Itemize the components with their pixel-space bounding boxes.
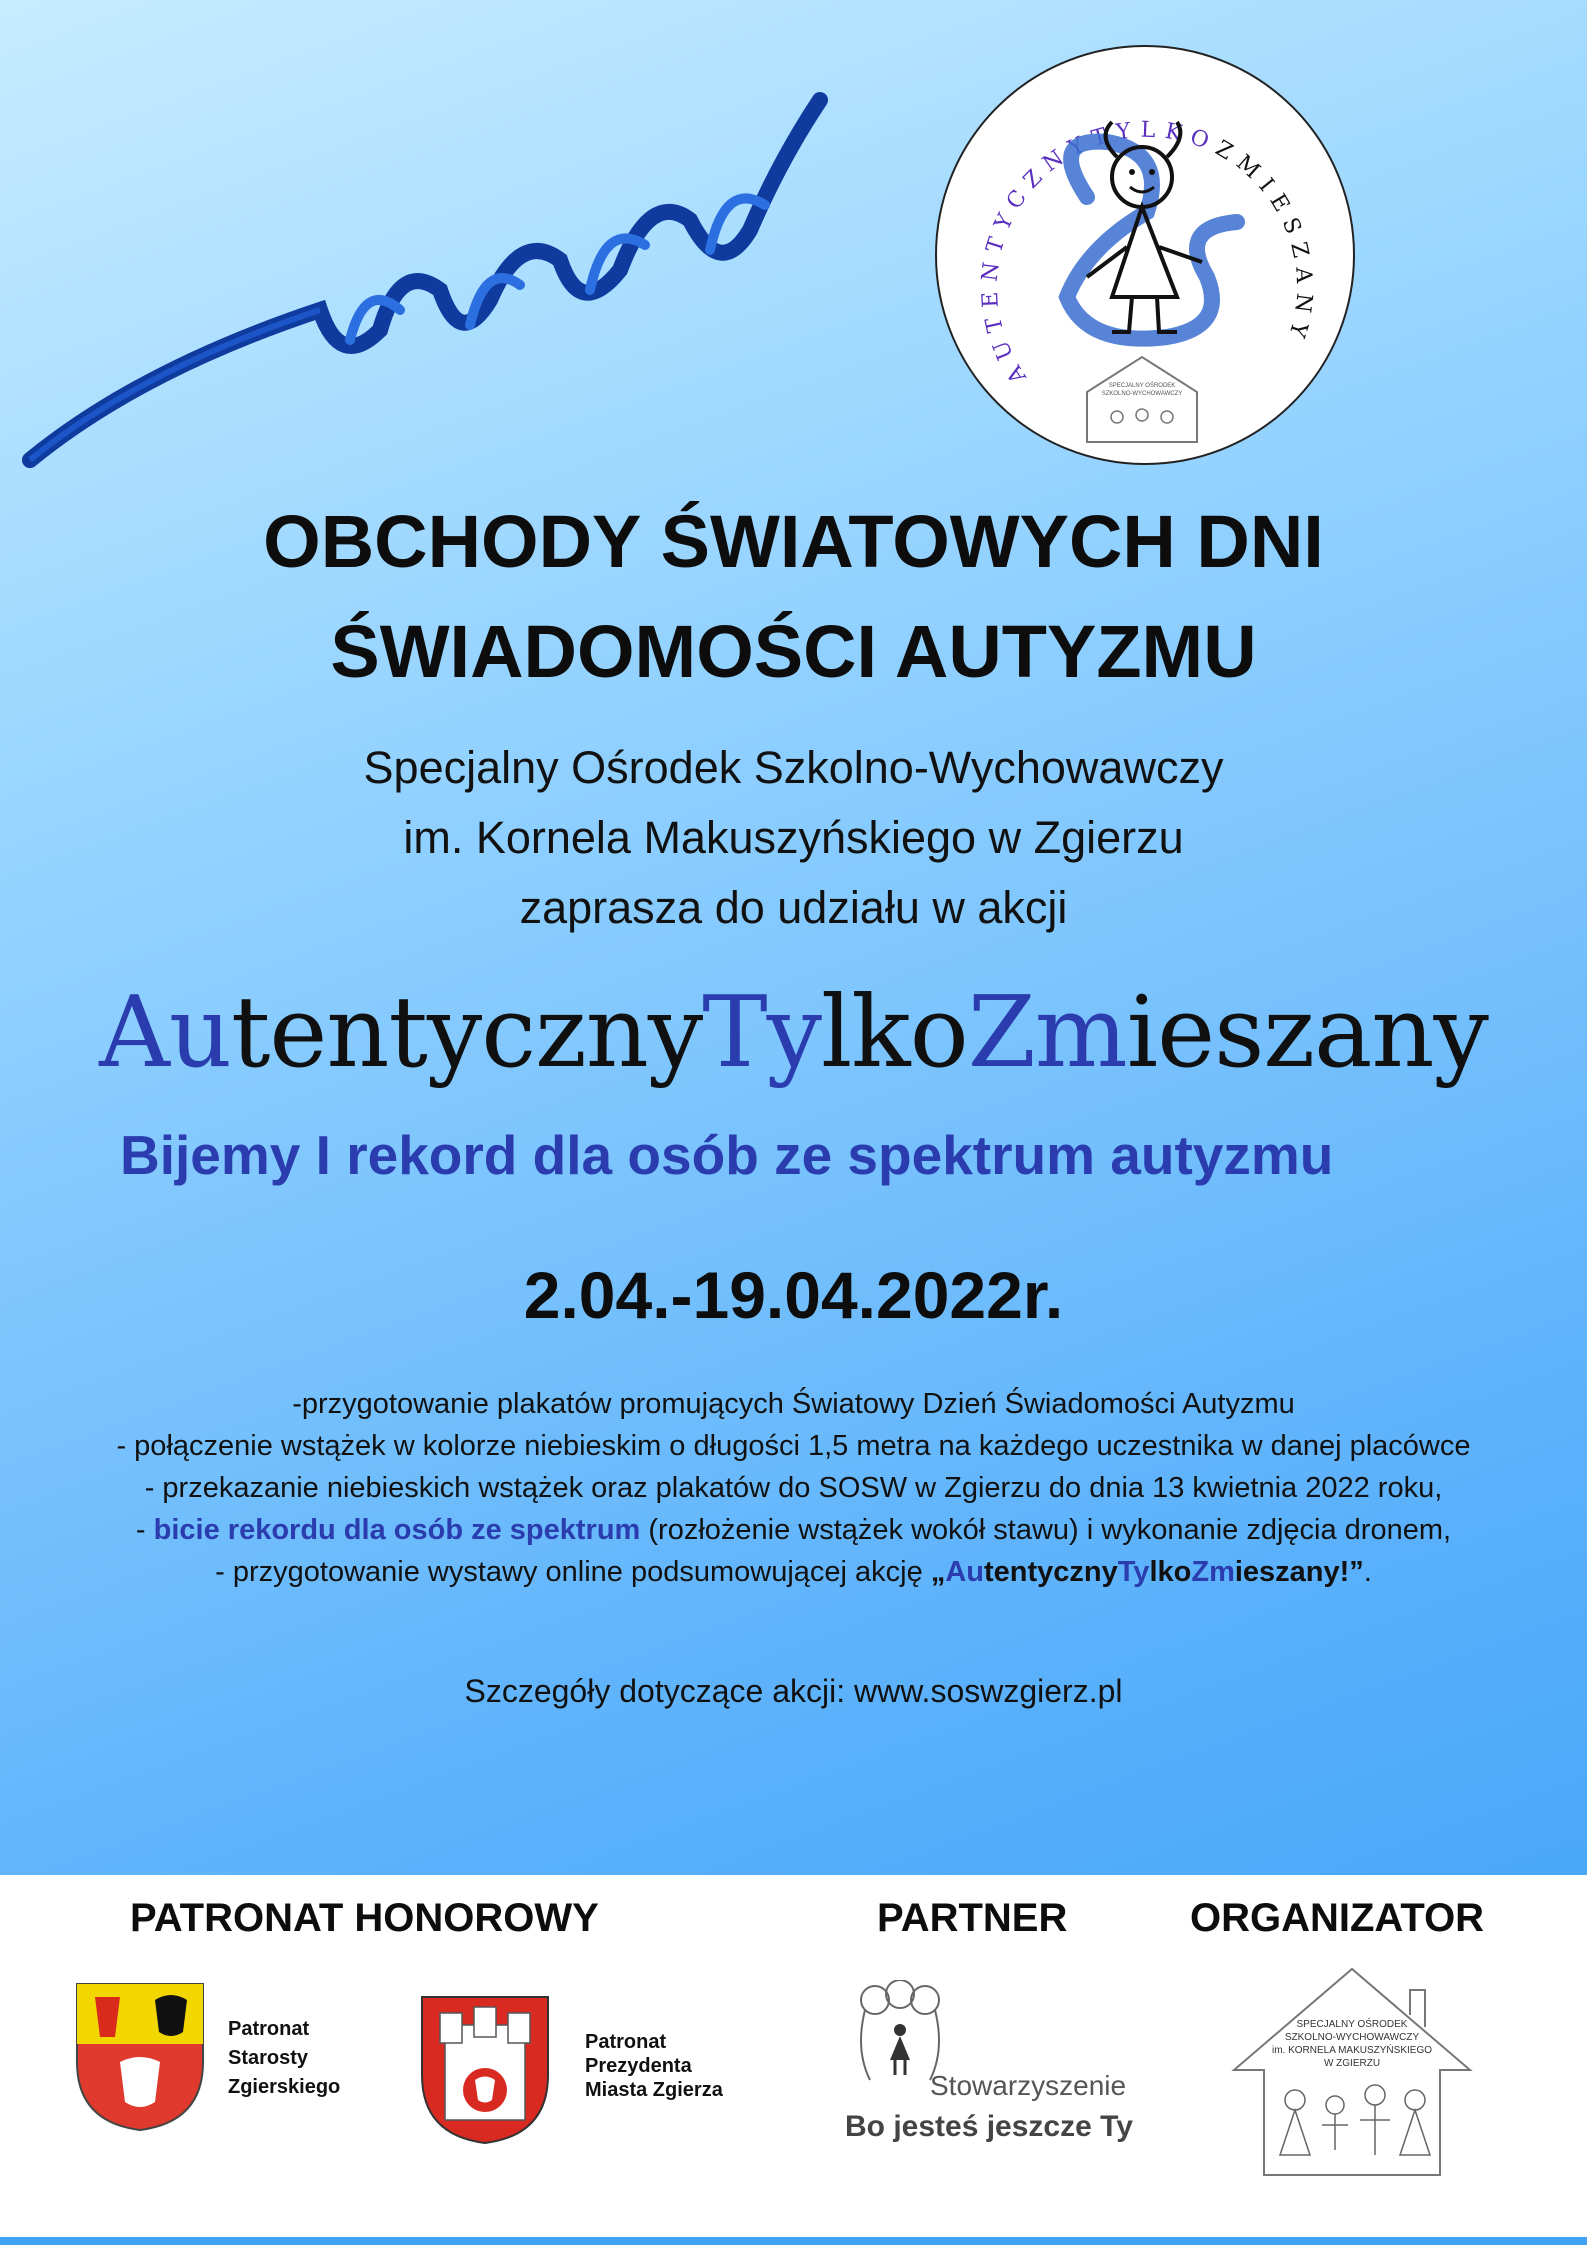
patronat-heading: PATRONAT HONOROWY bbox=[130, 1896, 599, 1940]
activity-item: - połączenie wstążek w kolorze niebieskim o długości 1,5 metra na każdego uczestnika w danej placówce bbox=[116, 1430, 1471, 1462]
title-line-1: OBCHODY ŚWIATOWYCH DNI bbox=[263, 500, 1324, 583]
brand-part-ty: Ty bbox=[702, 976, 821, 1090]
svg-text:W ZGIERZU: W ZGIERZU bbox=[1323, 2058, 1381, 2069]
logo-house bbox=[1087, 357, 1197, 442]
details-link[interactable]: Szczegóły dotyczące akcji: www.soswzgierz.pl bbox=[464, 1673, 1123, 1709]
autentyczny-logo bbox=[935, 45, 1355, 465]
svg-text:SZKOLNO-WYCHOWAWCZY: SZKOLNO-WYCHOWAWCZY bbox=[1101, 391, 1183, 397]
title-line-2: ŚWIADOMOŚCI AUTYZMU bbox=[330, 610, 1257, 693]
brand-part-tentyczny: tentyczny bbox=[230, 976, 703, 1090]
organizer-house-icon bbox=[1230, 1965, 1475, 2180]
brand-part-ieszany: ieszany bbox=[1126, 976, 1488, 1090]
svg-text:im. KORNELA MAKUSZYŃSKIEGO: im. KORNELA MAKUSZYŃSKIEGO bbox=[1271, 2045, 1433, 2056]
subtitle-line-1: Specjalny Ośrodek Szkolno-Wychowawczy bbox=[363, 742, 1224, 793]
campaign-name bbox=[0, 976, 1587, 1090]
ribbon-graphic bbox=[20, 40, 850, 470]
tagline: Bijemy I rekord dla osób ze spektrum autyzmu bbox=[120, 1124, 1334, 1186]
activity-item: - bicie rekordu dla osób ze spektrum (rozłożenie wstążek wokół stawu) i wykonanie zdjęcia dronem, bbox=[135, 1514, 1452, 1546]
bottom-bar bbox=[0, 2237, 1587, 2245]
partner-motto: Bo jesteś jeszcze Ty bbox=[845, 2110, 1133, 2143]
brand-part-lko: lko bbox=[820, 976, 968, 1090]
activity-item: - przekazanie niebieskich wstążek oraz plakatów do SOSW w Zgierzu do dnia 13 kwietnia 2022 roku, bbox=[144, 1472, 1443, 1504]
ribbon-curl bbox=[30, 100, 820, 460]
subtitle-line-3: zaprasza do udziału w akcji bbox=[519, 882, 1068, 933]
activity-item: - przygotowanie wystawy online podsumowującej akcję „AutentycznyTylkoZmieszany!”. bbox=[215, 1556, 1372, 1588]
organizator-heading: ORGANIZATOR bbox=[1190, 1896, 1485, 1940]
brand-part-zm: Zm bbox=[967, 976, 1127, 1090]
brand-part-au: Au bbox=[99, 976, 231, 1090]
partner-name: Stowarzyszenie bbox=[930, 2070, 1127, 2101]
activity-item: -przygotowanie plakatów promujących Światowy Dzień Świadomości Autyzmu bbox=[292, 1388, 1295, 1420]
zgierz-county-coat-of-arms-icon bbox=[75, 1982, 205, 2132]
partner-heading: PARTNER bbox=[877, 1896, 1068, 1940]
zgierz-city-coat-of-arms-icon bbox=[420, 1995, 550, 2145]
svg-text:SPECJALNY OŚRODEK: SPECJALNY OŚRODEK bbox=[1296, 2019, 1408, 2030]
event-dates: 2.04.-19.04.2022r. bbox=[523, 1258, 1064, 1332]
patron-starosta-label: Patronat Starosty Zgierskiego bbox=[228, 2018, 341, 2098]
patron-prezydent-label: Patronat Prezydenta Miasta Zgierza bbox=[585, 2031, 723, 2101]
subtitle-line-2: im. Kornela Makuszyńskiego w Zgierzu bbox=[403, 812, 1184, 863]
svg-text:SPECJALNY OŚRODEK: SPECJALNY OŚRODEK bbox=[1108, 383, 1176, 389]
logo-ring-text: AUTENTYCZNYTYLKOZMIESZANY bbox=[977, 117, 1317, 388]
logo-artwork bbox=[937, 47, 1353, 463]
svg-text:SZKOLNO-WYCHOWAWCZY: SZKOLNO-WYCHOWAWCZY bbox=[1284, 2032, 1420, 2043]
